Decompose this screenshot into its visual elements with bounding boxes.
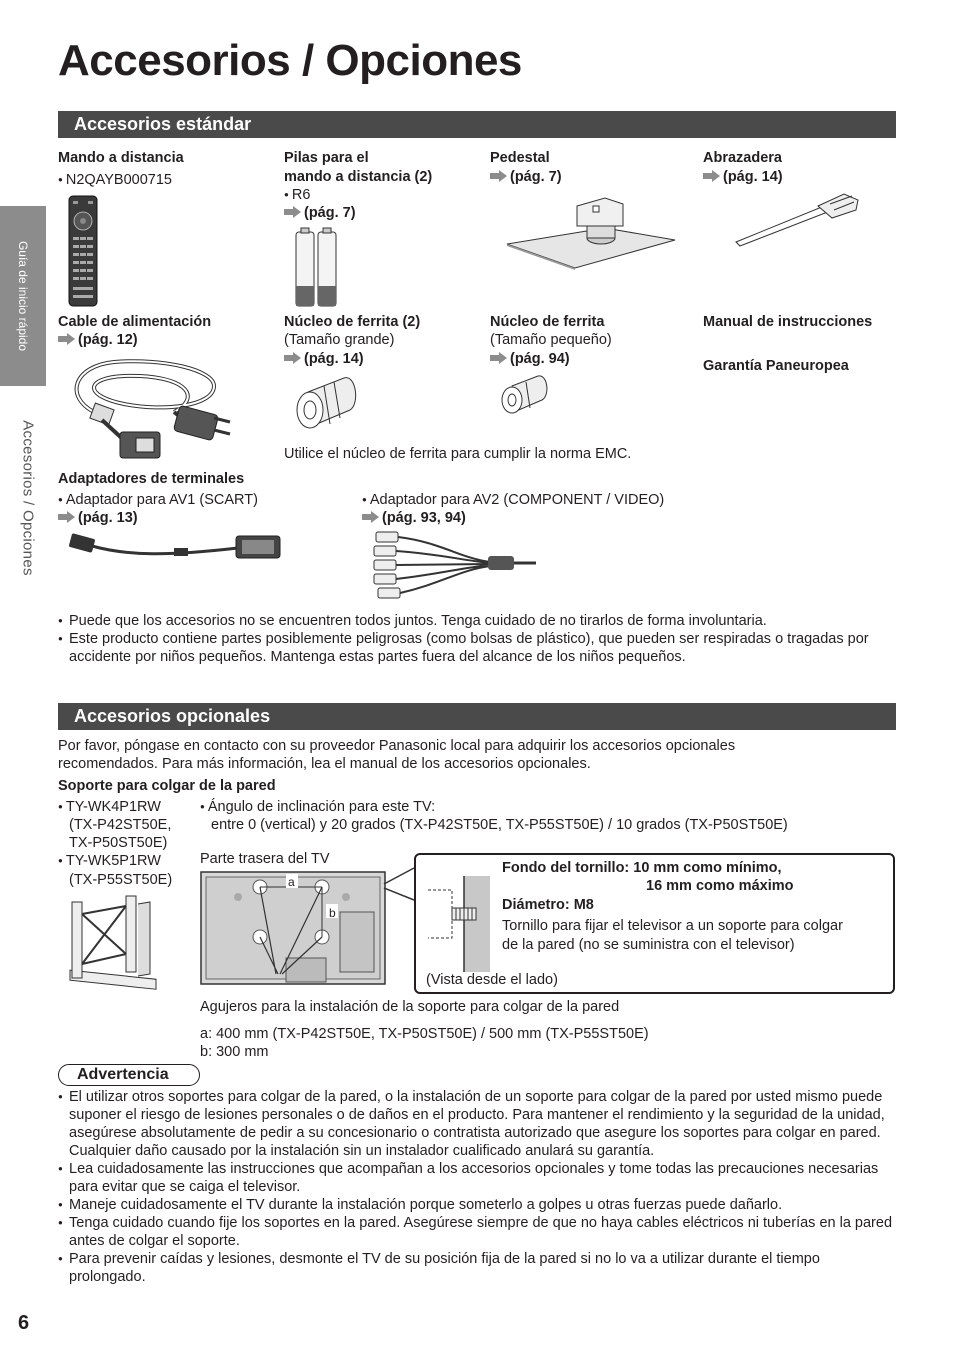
optional-intro: Por favor, póngase en contacto con su proveedor Panasonic local para adquirir los accesorios opcionales recomendados. Para más información, lea el manual de los accesorios opcionales. — [58, 738, 736, 772]
batteries-type: ● R6 — [284, 186, 310, 204]
screw-diameter: Diámetro: M8 — [502, 897, 594, 913]
ferrite-small-ref: (pág. 94) — [510, 351, 570, 367]
scart-adapter-illustration — [68, 530, 282, 562]
side-view-label: (Vista desde el lado) — [426, 972, 558, 988]
standard-notes — [58, 612, 898, 666]
adapter-av1-ref: (pág. 13) — [78, 510, 138, 526]
tv-rear-label: Parte trasera del TV — [200, 851, 330, 867]
page-number: 6 — [18, 1312, 30, 1334]
arrow-right-icon — [490, 170, 507, 182]
clamp-illustration — [734, 192, 860, 248]
holes-caption: Agujeros para la instalación de la soporte para colgar de la pared — [200, 999, 620, 1015]
dimension-b-value: b: 300 mm — [200, 1044, 269, 1060]
adapter-av1: ● Adaptador para AV1 (SCART) — [58, 491, 258, 509]
arrow-right-icon — [362, 511, 379, 523]
ferrite-big-ref: (pág. 14) — [304, 351, 364, 367]
clamp-ref: (pág. 14) — [723, 169, 783, 185]
bracket-model-1-tv-1: (TX-P42ST50E, — [69, 817, 172, 833]
dimension-b-label: b — [329, 906, 336, 920]
screw-depth-2: 16 mm como máximo — [646, 878, 794, 894]
remote-control-illustration — [68, 195, 98, 307]
side-tab-label: Guía de inicio rápido — [16, 240, 30, 352]
screw-side-view-illustration — [424, 876, 490, 972]
pedestal-illustration — [505, 192, 677, 270]
side-section-label: Accesorios / Opciones — [19, 420, 37, 576]
tilt-angle-values: entre 0 (vertical) y 20 grados (TX-P42ST50E, TX-P55ST50E) / 10 grados (TX-P50ST50E) — [211, 817, 788, 833]
batteries-name-2: mando a distancia (2) — [284, 169, 433, 185]
adapters-heading: Adaptadores de terminales — [58, 471, 245, 487]
arrow-right-icon — [284, 206, 301, 218]
warning-item: ● Lea cuidadosamente las instrucciones que acompañan a los accesorios opcionales y tome todas las precauciones necesarias para evitar que se caiga el televisor. — [58, 1160, 898, 1196]
bracket-model-1: ● TY-WK4P1RW — [58, 798, 161, 816]
warning-list — [58, 1088, 898, 1286]
batteries-name-1: Pilas para el — [284, 150, 369, 166]
note-item: ● Puede que los accesorios no se encuentren todos juntos. Tenga cuidado de no tirarlos de forma involuntaria. — [58, 612, 898, 630]
bracket-model-1-tv-2: TX-P50ST50E) — [69, 835, 168, 851]
tilt-angle-label: ● Ángulo de inclinación para este TV: — [200, 798, 435, 816]
ferrite-core-large-illustration — [294, 374, 360, 432]
dimension-a-value: a: 400 mm (TX-P42ST50E, TX-P50ST50E) / 500 mm (TX-P55ST50E) — [200, 1026, 649, 1042]
warning-item: ● Maneje cuidadosamente el TV durante la instalación porque someterlo a golpes u otras fuerzas puede dañarlo. — [58, 1196, 898, 1214]
batteries-ref: (pág. 7) — [304, 205, 356, 221]
adapter-av2-ref: (pág. 93, 94) — [382, 510, 466, 526]
component-adapter-illustration — [370, 528, 538, 604]
remote-name: Mando a distancia — [58, 150, 184, 166]
section-heading-standard: Accesorios estándar — [58, 111, 896, 138]
ferrite-core-small-illustration — [500, 374, 552, 418]
screw-depth-1: Fondo del tornillo: 10 mm como mínimo, — [502, 860, 782, 876]
power-cable-illustration — [64, 356, 234, 466]
warning-item: ● Tenga cuidado cuando fije los soportes en la pared. Asegúrese siempre de que no haya cables eléctricos ni tuberías en la pared antes de colgar el soporte. — [58, 1214, 898, 1250]
ferrite-small-name: Núcleo de ferrita — [490, 314, 605, 330]
pedestal-name: Pedestal — [490, 150, 550, 166]
bracket-heading: Soporte para colgar de la pared — [58, 778, 276, 794]
ferrite-big-size: (Tamaño grande) — [284, 332, 395, 348]
remote-model: ● N2QAYB000715 — [58, 171, 172, 189]
wall-bracket-illustration — [68, 894, 158, 990]
pedestal-ref: (pág. 7) — [510, 169, 562, 185]
warning-item: ● Para prevenir caídas y lesiones, desmonte el TV de su posición fija de la pared si no lo va a utilizar durante el tiempo prolongado. — [58, 1250, 898, 1286]
cable-ref: (pág. 12) — [78, 332, 138, 348]
warranty-label: Garantía Paneuropea — [703, 358, 849, 374]
arrow-right-icon — [703, 170, 720, 182]
ferrite-big-name: Núcleo de ferrita (2) — [284, 314, 421, 330]
dimension-a-label: a — [288, 875, 295, 889]
clamp-name: Abrazadera — [703, 150, 782, 166]
arrow-right-icon — [284, 352, 301, 364]
cable-name: Cable de alimentación — [58, 314, 212, 330]
screw-note-2: de la pared (no se suministra con el televisor) — [502, 937, 795, 953]
arrow-right-icon — [490, 352, 507, 364]
page-title: Accesorios / Opciones — [58, 36, 522, 85]
arrow-right-icon — [58, 511, 75, 523]
callout-connector — [384, 854, 416, 902]
ferrite-note: Utilice el núcleo de ferrita para cumplir la norma EMC. — [284, 446, 632, 462]
warning-item: ● El utilizar otros soportes para colgar de la pared, o la instalación de un soporte para colgar de la pared por usted mismo puede suponer el riesgo de lesiones personales o de daños en el producto. Para mantener el rendimiento y la seguridad de la unidad, asegúrese absolutamente de pedir a su concesionario o contratista autorizado que asegure los soportes para colgar en pared. Cualquier daño causado por la instalación sin un instalador cualificado anulará su garantía. — [58, 1088, 898, 1160]
note-item: ● Este producto contiene partes posiblemente peligrosas (como bolsas de plástico), que pueden ser respiradas o tragadas por accidente por niños pequeños. Mantenga estas partes fuera del alcance de los niños pequeños. — [58, 630, 898, 666]
bracket-model-2: ● TY-WK5P1RW — [58, 852, 161, 870]
section-heading-optional: Accesorios opcionales — [58, 703, 896, 730]
screw-note-1: Tornillo para fijar el televisor a un soporte para colgar — [502, 918, 843, 934]
bracket-model-2-tv: (TX-P55ST50E) — [69, 872, 173, 888]
ferrite-small-size: (Tamaño pequeño) — [490, 332, 612, 348]
adapter-av2: ● Adaptador para AV2 (COMPONENT / VIDEO) — [362, 491, 664, 509]
arrow-right-icon — [58, 333, 75, 345]
warning-label: Advertencia — [58, 1064, 200, 1086]
batteries-illustration — [294, 226, 338, 308]
manual-label: Manual de instrucciones — [703, 314, 873, 330]
